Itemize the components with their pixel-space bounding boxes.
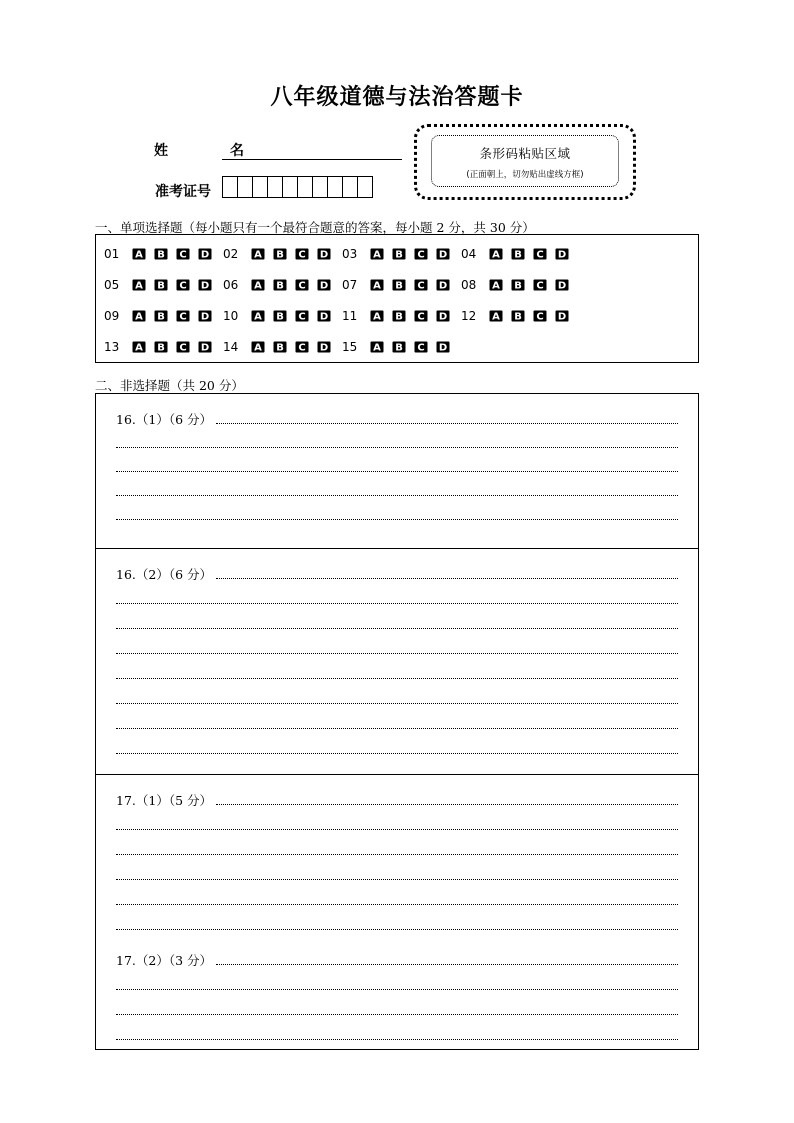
question-number: 01 <box>104 247 120 261</box>
answer-line[interactable] <box>116 879 678 880</box>
barcode-title: 条形码粘贴区域 <box>479 146 571 161</box>
svg-text:C: C <box>417 311 425 322</box>
option-bubble-a[interactable] <box>370 248 384 260</box>
section2-title: 二、非选择题（共 20 分） <box>95 378 244 393</box>
option-bubble-d[interactable] <box>198 279 212 291</box>
option-bubble-a[interactable] <box>132 279 146 291</box>
option-bubble-b[interactable] <box>392 310 406 322</box>
svg-text:A: A <box>254 280 262 291</box>
option-bubble-c[interactable] <box>295 248 309 260</box>
choice-question <box>104 246 220 262</box>
answer-line[interactable] <box>116 854 678 855</box>
question-number: 14 <box>223 340 239 354</box>
question-number: 11 <box>342 309 358 323</box>
svg-text:D: D <box>200 342 210 353</box>
svg-text:A: A <box>373 342 381 353</box>
answer-line[interactable] <box>116 653 678 654</box>
option-bubble-a[interactable] <box>251 248 265 260</box>
choice-question <box>223 308 339 324</box>
option-bubble-c[interactable] <box>295 341 309 353</box>
option-bubble-a[interactable] <box>370 341 384 353</box>
answer-box-16-1 <box>95 393 699 549</box>
svg-text:A: A <box>254 342 262 353</box>
option-bubble-b[interactable] <box>154 248 168 260</box>
answer-line[interactable] <box>216 804 678 805</box>
page-title: 八年级道德与法治答题卡 <box>270 85 524 110</box>
option-bubble-b[interactable] <box>154 279 168 291</box>
question-label-17-2: 17.（2）（3 分） <box>116 953 213 968</box>
answer-line[interactable] <box>216 964 678 965</box>
question-label-16-1: 16.（1）（6 分） <box>116 412 213 427</box>
option-bubble-c[interactable] <box>533 248 547 260</box>
exam-id-digit-box[interactable] <box>297 176 313 198</box>
option-bubble-b[interactable] <box>273 248 287 260</box>
option-bubble-a[interactable] <box>251 310 265 322</box>
svg-text:C: C <box>298 249 306 260</box>
question-number: 12 <box>461 309 477 323</box>
question-number: 06 <box>223 278 239 292</box>
option-bubble-c[interactable] <box>176 248 190 260</box>
option-bubble-b[interactable] <box>154 310 168 322</box>
option-bubble-c[interactable] <box>176 341 190 353</box>
section1-title: 一、单项选择题（每小题只有一个最符合题意的答案，每小题 2 分，共 30 分） <box>95 220 535 235</box>
svg-text:C: C <box>298 342 306 353</box>
option-bubble-b[interactable] <box>392 279 406 291</box>
answer-box-16-2 <box>95 548 699 775</box>
svg-text:B: B <box>514 249 522 260</box>
svg-text:D: D <box>200 249 210 260</box>
svg-text:C: C <box>298 311 306 322</box>
svg-text:B: B <box>276 342 284 353</box>
option-bubble-d[interactable] <box>198 310 212 322</box>
option-bubble-a[interactable] <box>489 279 503 291</box>
answer-line[interactable] <box>216 578 678 579</box>
svg-text:A: A <box>492 249 500 260</box>
exam-id-digit-box[interactable] <box>312 176 328 198</box>
option-bubble-c[interactable] <box>533 279 547 291</box>
choice-question <box>104 277 220 293</box>
svg-text:D: D <box>319 342 329 353</box>
question-number: 04 <box>461 247 477 261</box>
svg-text:C: C <box>536 311 544 322</box>
exam-id-digit-box[interactable] <box>327 176 343 198</box>
barcode-area <box>431 135 619 187</box>
svg-text:D: D <box>438 280 448 291</box>
svg-text:B: B <box>157 311 165 322</box>
choice-question <box>223 339 339 355</box>
answer-line[interactable] <box>116 519 678 520</box>
question-number: 07 <box>342 278 358 292</box>
option-bubble-c[interactable] <box>414 310 428 322</box>
name-field-line[interactable] <box>222 158 402 160</box>
option-bubble-b[interactable] <box>511 310 525 322</box>
answer-line[interactable] <box>116 904 678 905</box>
choice-question <box>104 308 220 324</box>
choice-question <box>461 246 577 262</box>
option-bubble-d[interactable] <box>317 310 331 322</box>
choice-question <box>223 277 339 293</box>
svg-text:D: D <box>200 311 210 322</box>
svg-text:B: B <box>514 311 522 322</box>
svg-text:B: B <box>276 280 284 291</box>
exam-id-digit-box[interactable] <box>357 176 373 198</box>
choice-question <box>104 339 220 355</box>
exam-id-boxes[interactable] <box>222 176 373 198</box>
svg-text:D: D <box>557 249 567 260</box>
answer-line[interactable] <box>116 495 678 496</box>
option-bubble-d[interactable] <box>317 341 331 353</box>
option-bubble-b[interactable] <box>392 341 406 353</box>
answer-line[interactable] <box>116 1039 678 1040</box>
choice-question <box>461 277 577 293</box>
choice-question <box>223 246 339 262</box>
exam-id-digit-box[interactable] <box>252 176 268 198</box>
svg-text:B: B <box>395 342 403 353</box>
svg-text:A: A <box>254 311 262 322</box>
svg-text:C: C <box>179 311 187 322</box>
option-bubble-c[interactable] <box>176 279 190 291</box>
svg-text:D: D <box>557 280 567 291</box>
svg-text:A: A <box>135 342 143 353</box>
option-bubble-a[interactable] <box>251 279 265 291</box>
option-bubble-c[interactable] <box>414 248 428 260</box>
svg-text:D: D <box>438 249 448 260</box>
svg-text:A: A <box>373 249 381 260</box>
option-bubble-b[interactable] <box>154 341 168 353</box>
svg-text:D: D <box>557 311 567 322</box>
option-bubble-c[interactable] <box>176 310 190 322</box>
svg-text:C: C <box>179 249 187 260</box>
svg-text:B: B <box>157 280 165 291</box>
svg-text:B: B <box>395 249 403 260</box>
option-bubble-d[interactable] <box>555 248 569 260</box>
svg-text:B: B <box>157 249 165 260</box>
svg-text:A: A <box>135 311 143 322</box>
question-number: 08 <box>461 278 477 292</box>
answer-line[interactable] <box>116 753 678 754</box>
choice-question <box>342 308 458 324</box>
choice-question <box>342 246 458 262</box>
svg-text:D: D <box>319 280 329 291</box>
svg-text:B: B <box>395 280 403 291</box>
svg-text:C: C <box>179 342 187 353</box>
answer-line[interactable] <box>116 829 678 830</box>
option-bubble-b[interactable] <box>511 248 525 260</box>
svg-text:C: C <box>298 280 306 291</box>
answer-line[interactable] <box>116 447 678 448</box>
exam-id-label: 准考证号 <box>155 184 211 200</box>
svg-text:A: A <box>135 249 143 260</box>
svg-text:A: A <box>254 249 262 260</box>
svg-text:A: A <box>135 280 143 291</box>
option-bubble-d[interactable] <box>436 248 450 260</box>
svg-text:D: D <box>319 249 329 260</box>
option-bubble-a[interactable] <box>489 248 503 260</box>
svg-text:C: C <box>536 280 544 291</box>
question-number: 09 <box>104 309 120 323</box>
answer-line[interactable] <box>116 728 678 729</box>
svg-text:A: A <box>373 280 381 291</box>
svg-text:D: D <box>319 311 329 322</box>
option-bubble-d[interactable] <box>436 341 450 353</box>
option-bubble-c[interactable] <box>414 341 428 353</box>
svg-text:A: A <box>492 311 500 322</box>
svg-text:B: B <box>395 311 403 322</box>
option-bubble-d[interactable] <box>555 310 569 322</box>
option-bubble-a[interactable] <box>370 310 384 322</box>
choice-question <box>461 308 577 324</box>
choice-question <box>342 339 458 355</box>
question-number: 15 <box>342 340 358 354</box>
option-bubble-d[interactable] <box>317 279 331 291</box>
option-bubble-c[interactable] <box>533 310 547 322</box>
option-bubble-d[interactable] <box>436 310 450 322</box>
question-number: 02 <box>223 247 239 261</box>
name-label: 姓 名 <box>154 143 268 159</box>
answer-line[interactable] <box>216 423 678 424</box>
option-bubble-b[interactable] <box>392 248 406 260</box>
option-bubble-c[interactable] <box>414 279 428 291</box>
question-label-17-1: 17.（1）（5 分） <box>116 793 213 808</box>
svg-text:C: C <box>417 249 425 260</box>
option-bubble-a[interactable] <box>251 341 265 353</box>
svg-text:D: D <box>438 342 448 353</box>
answer-line[interactable] <box>116 989 678 990</box>
question-label-16-2: 16.（2）（6 分） <box>116 567 213 582</box>
question-number: 13 <box>104 340 120 354</box>
option-bubble-b[interactable] <box>273 310 287 322</box>
option-bubble-d[interactable] <box>436 279 450 291</box>
option-bubble-d[interactable] <box>198 341 212 353</box>
svg-text:B: B <box>276 311 284 322</box>
answer-line[interactable] <box>116 678 678 679</box>
answer-line[interactable] <box>116 603 678 604</box>
answer-line[interactable] <box>116 628 678 629</box>
svg-text:C: C <box>417 342 425 353</box>
svg-text:B: B <box>157 342 165 353</box>
svg-text:D: D <box>200 280 210 291</box>
svg-text:C: C <box>536 249 544 260</box>
option-bubble-c[interactable] <box>295 279 309 291</box>
option-bubble-d[interactable] <box>317 248 331 260</box>
choice-question <box>342 277 458 293</box>
svg-text:C: C <box>179 280 187 291</box>
answer-line[interactable] <box>116 929 678 930</box>
answer-line[interactable] <box>116 471 678 472</box>
question-number: 05 <box>104 278 120 292</box>
option-bubble-a[interactable] <box>132 341 146 353</box>
option-bubble-a[interactable] <box>370 279 384 291</box>
answer-box-17 <box>95 774 699 1050</box>
question-number: 03 <box>342 247 358 261</box>
answer-line[interactable] <box>116 1014 678 1015</box>
svg-text:C: C <box>417 280 425 291</box>
option-bubble-c[interactable] <box>295 310 309 322</box>
svg-text:D: D <box>438 311 448 322</box>
exam-id-digit-box[interactable] <box>237 176 253 198</box>
svg-text:B: B <box>514 280 522 291</box>
option-bubble-d[interactable] <box>555 279 569 291</box>
exam-id-digit-box[interactable] <box>282 176 298 198</box>
svg-text:A: A <box>373 311 381 322</box>
option-bubble-d[interactable] <box>198 248 212 260</box>
svg-text:B: B <box>276 249 284 260</box>
option-bubble-a[interactable] <box>132 310 146 322</box>
option-bubble-b[interactable] <box>273 341 287 353</box>
barcode-note: (正面朝上，切勿贴出虚线方框) <box>466 170 584 180</box>
answer-line[interactable] <box>116 703 678 704</box>
option-bubble-a[interactable] <box>132 248 146 260</box>
option-bubble-b[interactable] <box>273 279 287 291</box>
choice-answer-grid <box>95 234 699 363</box>
svg-text:A: A <box>492 280 500 291</box>
question-number: 10 <box>223 309 239 323</box>
option-bubble-a[interactable] <box>489 310 503 322</box>
exam-id-digit-box[interactable] <box>342 176 358 198</box>
exam-id-digit-box[interactable] <box>267 176 283 198</box>
exam-id-digit-box[interactable] <box>222 176 238 198</box>
option-bubble-b[interactable] <box>511 279 525 291</box>
